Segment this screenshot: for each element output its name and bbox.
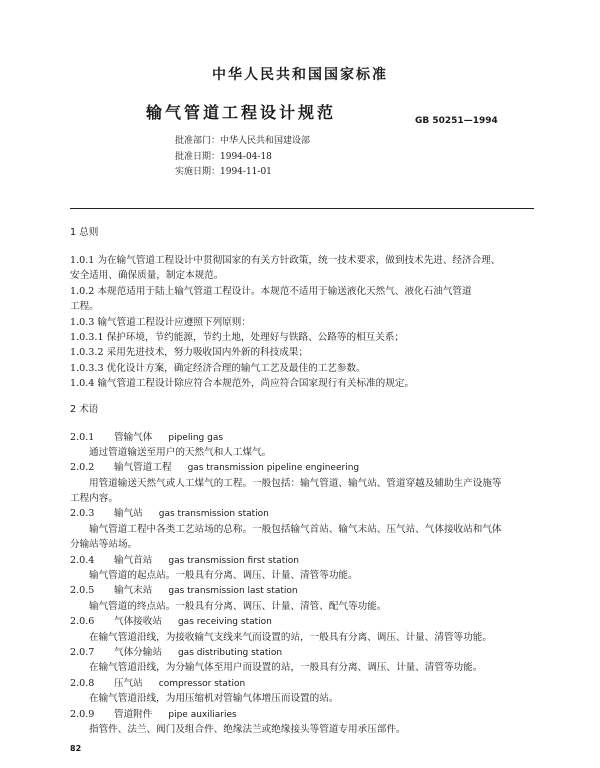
term-name-en: gas distributing station: [177, 647, 283, 658]
term-number: 2.0.6: [70, 616, 95, 628]
term-entry: [70, 676, 534, 691]
general-clause-line: 1.0.1 为在输气管道工程设计中贯彻国家的有关方针政策，统一技术要求，做到技术先进、经济合理、: [70, 255, 501, 266]
term-number: 2.0.4: [70, 554, 95, 566]
term-entry: [70, 553, 534, 568]
term-name-en: pipeling gas: [168, 432, 224, 443]
term-name-en: gas transmission station: [158, 509, 269, 520]
page-number: 82: [70, 744, 82, 753]
term-number: 2.0.5: [70, 585, 95, 597]
effective-date: 实施日期：1994-11-01: [175, 167, 272, 177]
term-name-zh: 输气站: [114, 508, 143, 520]
term-name-zh: 气体接收站: [114, 616, 162, 628]
term-definition: 输气管道的终点站。一般具有分离、调压、计量、清管、配气等功能。: [89, 600, 387, 612]
term-name-en: gas transmission pipeline engineering: [187, 463, 360, 474]
approval-department: 批准部门：中华人民共和国建设部: [175, 136, 311, 146]
term-name-zh: 输气末站: [114, 585, 153, 597]
term-name-en: gas transmission last station: [168, 586, 298, 597]
general-clause-line: 1.0.3.1 保护环境，节约能源，节约土地，处理好与铁路、公路等的相互关系；: [70, 331, 405, 343]
term-definition: 在输气管道沿线，为接收输气支线来气而设置的站，一般具有分离、调压、计量、清管等功能。: [89, 631, 492, 643]
standard-code: GB 50251—1994: [415, 116, 498, 126]
section-heading-general: 1 总则: [70, 227, 99, 238]
term-number: 2.0.2: [70, 462, 95, 474]
term-definition: 分输站等站场。: [70, 539, 138, 551]
term-entry: [70, 506, 534, 521]
term-entry: [70, 460, 534, 475]
general-clause-line: 1.0.4 输气管道工程设计除应符合本规范外，尚应符合国家现行有关标准的规定。: [70, 378, 415, 390]
term-definition: 用管道输送天然气或人工煤气的工程。一般包括：输气管道、输气站、管道穿越及辅助生产设施等: [89, 477, 502, 489]
term-name-zh: 管输气体: [114, 431, 153, 443]
term-definition: 在输气管道沿线，为用压缩机对管输气体增压而设置的站。: [89, 693, 339, 705]
term-definition: 在输气管道沿线，为分输气体至用户而设置的站，一般具有分离、调压、计量、清管等功能。: [89, 662, 483, 674]
term-entry: [70, 707, 534, 722]
term-name-zh: 气体分输站: [114, 646, 162, 658]
general-clause-line: 安全适用、确保质量，制定本规范。: [70, 270, 224, 282]
term-entry: [70, 614, 534, 629]
approval-date: 批准日期：1994-04-18: [175, 152, 272, 162]
term-name-zh: 压气站: [114, 677, 143, 689]
national-standard-label: 中华人民共和国国家标准: [212, 67, 388, 83]
general-clause-line: 1.0.3 输气管道工程设计应遵照下列原则：: [70, 316, 251, 328]
document-title: 输气管道工程设计规范: [146, 103, 337, 122]
document-body: [70, 227, 534, 737]
general-clause-line: 工程。: [70, 301, 99, 313]
term-number: 2.0.1: [70, 431, 95, 443]
section-general-content: [70, 253, 534, 392]
term-name-en: gas transmission first station: [168, 555, 299, 566]
term-definition: 工程内容。: [70, 493, 118, 505]
term-name-en: gas receiving station: [177, 617, 272, 628]
term-entry: [70, 645, 534, 660]
term-number: 2.0.3: [70, 508, 95, 520]
term-definition: 输气管道工程中各类工艺站场的总称。一般包括输气首站、输气末站、压气站、气体接收站和气体: [89, 523, 502, 535]
general-clause-line: 1.0.2 本规范适用于陆上输气管道工程设计。本规范不适用于输送液化天然气、液化石油气管道: [70, 285, 472, 297]
term-entry: [70, 430, 534, 445]
general-clause-line: 1.0.3.3 优化设计方案，确定经济合理的输气工艺及最佳的工艺参数。: [70, 362, 366, 374]
term-number: 2.0.7: [70, 646, 95, 658]
term-number: 2.0.9: [70, 708, 95, 720]
section-terms-content: [70, 430, 534, 738]
term-name-en: compressor station: [158, 678, 246, 689]
header-divider: [70, 208, 534, 209]
term-definition: 指管件、法兰、阀门及组合件、绝缘法兰或绝缘接头等管道专用承压部件。: [89, 723, 406, 735]
general-clause-line: 1.0.3.2 采用先进技术，努力吸收国内外新的科技成果；: [70, 347, 309, 359]
term-definition: 通过管道输送至用户的天然气和人工煤气。: [89, 446, 272, 458]
term-name-zh: 管道附件: [114, 708, 153, 720]
term-entry: [70, 583, 534, 598]
term-definition: 输气管道的起点站。一般具有分离、调压、计量、清管等功能。: [89, 570, 358, 582]
section-heading-terms: 2 术语: [70, 403, 99, 415]
term-name-zh: 输气管道工程: [114, 462, 172, 474]
term-name-zh: 输气首站: [114, 554, 153, 566]
term-number: 2.0.8: [70, 677, 95, 689]
term-name-en: pipe auxiliaries: [168, 709, 237, 720]
